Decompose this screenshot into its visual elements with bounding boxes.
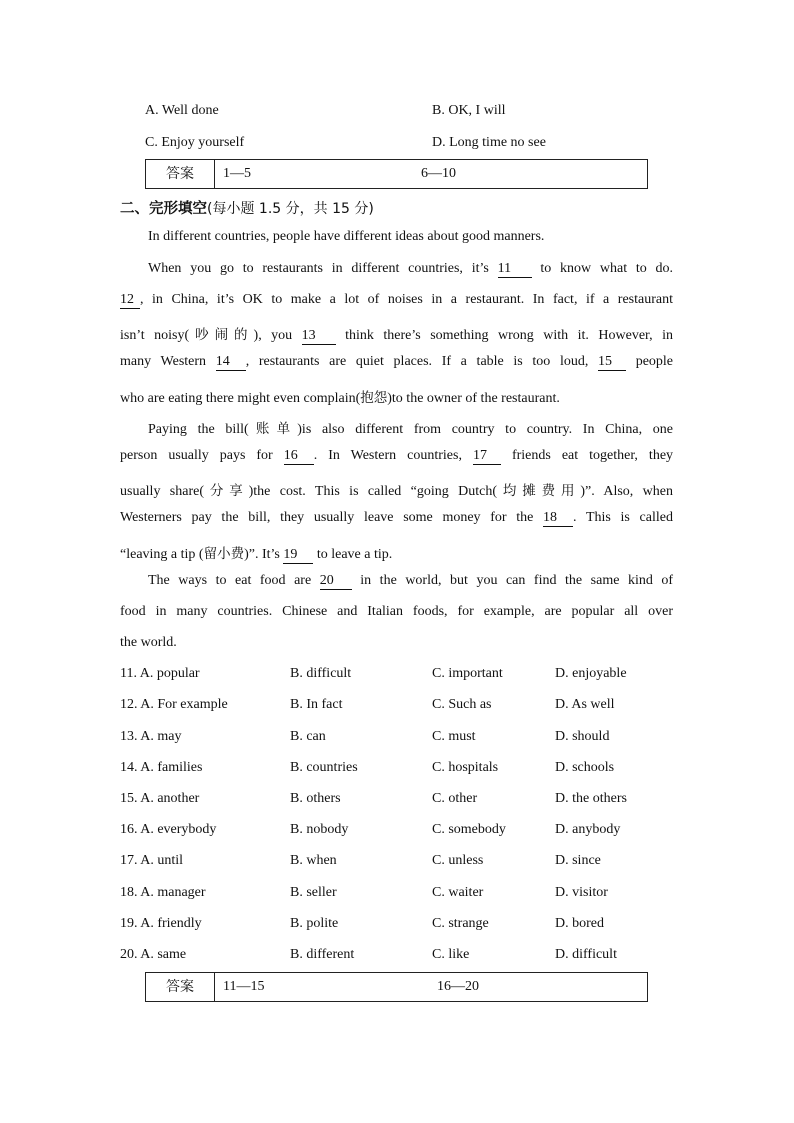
question-13-option-c: C. must: [432, 729, 476, 744]
question-14-option-a: 14. A. families: [120, 760, 203, 775]
question-18-option-b: B. seller: [290, 885, 337, 900]
question-15-option-a: 15. A. another: [120, 791, 200, 806]
blank-16: 16: [284, 448, 314, 465]
passage-line: many Western 14 , restaurants are quiet places. If a table is too loud, 15 people: [120, 354, 674, 369]
question-16-option-c: C. somebody: [432, 822, 506, 837]
question-20-option-b: B. different: [290, 947, 355, 962]
passage-line: usually share(分享)the cost. This is called “going Dutch(均摊费用)”. Also, when: [120, 483, 673, 499]
question-11-option-b: B. difficult: [290, 666, 352, 681]
passage-line: Westerners pay the bill, they usually leave some money for the 18 . This is called: [120, 510, 673, 525]
passage-line: The ways to eat food are 20 in the world, but you can find the same kind of: [148, 573, 674, 588]
option-c-enjoy-yourself: C. Enjoy yourself: [145, 135, 245, 150]
question-12-option-d: D. As well: [555, 697, 615, 712]
question-13-option-d: D. should: [555, 729, 610, 744]
blank-15: 15: [598, 354, 626, 371]
question-17-option-b: B. when: [290, 853, 337, 868]
passage-paragraph-1: In different countries, people have different ideas about good manners.: [148, 229, 545, 244]
question-18-option-a: 18. A. manager: [120, 885, 206, 900]
question-15-option-b: B. others: [290, 791, 341, 806]
answer-range-6-10: 6—10: [421, 166, 456, 181]
question-14-option-b: B. countries: [290, 760, 358, 775]
question-19-option-a: 19. A. friendly: [120, 916, 202, 931]
question-20-option-c: C. like: [432, 947, 470, 962]
answer-range-11-15: 11—15: [223, 979, 265, 994]
blank-14: 14: [216, 354, 246, 371]
passage-line: Paying the bill(账单)is also different from country to country. In China, one: [148, 421, 673, 437]
option-d-long-time-no-see: D. Long time no see: [432, 135, 546, 150]
question-16-option-d: D. anybody: [555, 822, 621, 837]
question-15-option-d: D. the others: [555, 791, 627, 806]
question-17-option-a: 17. A. until: [120, 853, 184, 868]
answer-table-1: [145, 159, 648, 189]
option-b-ok-i-will: B. OK, I will: [432, 103, 506, 118]
question-12-option-c: C. Such as: [432, 697, 492, 712]
blank-11: 11: [498, 261, 532, 278]
question-14-option-d: D. schools: [555, 760, 615, 775]
question-16-option-b: B. nobody: [290, 822, 349, 837]
blank-17: 17: [473, 448, 501, 465]
section-title: 二、完形填空: [120, 201, 207, 217]
passage-line: food in many countries. Chinese and Italian foods, for example, are popular all over: [120, 604, 673, 619]
answer-range-16-20: 16—20: [437, 979, 479, 994]
question-20-option-d: D. difficult: [555, 947, 617, 962]
blank-12: 12: [120, 292, 140, 309]
question-13-option-a: 13. A. may: [120, 729, 182, 744]
blank-19: 19: [283, 547, 313, 564]
passage-line: 12 , in China, it’s OK to make a lot of noises in a restaurant. In fact, if a restaurant: [120, 292, 673, 307]
section-subtitle: (每小题 1.5 分，共 15 分): [207, 201, 374, 217]
question-16-option-a: 16. A. everybody: [120, 822, 217, 837]
question-17-option-d: D. since: [555, 853, 601, 868]
question-18-option-d: D. visitor: [555, 885, 608, 900]
passage-line: the world.: [120, 635, 177, 650]
passage-line: isn’t noisy(吵闹的), you 13 think there’s something wrong with it. However, in: [120, 327, 674, 343]
passage-line: person usually pays for 16 . In Western countries, 17 friends eat together, they: [120, 448, 674, 463]
answer-range-1-5: 1—5: [223, 166, 251, 181]
question-18-option-c: C. waiter: [432, 885, 484, 900]
question-12-option-a: 12. A. For example: [120, 697, 228, 712]
passage-line: “leaving a tip (留小费)”. It’s 19 to leave a tip.: [120, 546, 393, 562]
blank-18: 18: [543, 510, 573, 527]
section-heading: [120, 197, 374, 218]
question-19-option-b: B. polite: [290, 916, 339, 931]
passage-line: When you go to restaurants in different countries, it’s 11 to know what to do.: [148, 261, 674, 276]
answer-label: 答案: [146, 973, 215, 1001]
question-14-option-c: C. hospitals: [432, 760, 499, 775]
question-13-option-b: B. can: [290, 729, 326, 744]
option-a-well-done: A. Well done: [145, 103, 219, 118]
question-11-option-d: D. enjoyable: [555, 666, 627, 681]
question-17-option-c: C. unless: [432, 853, 484, 868]
question-15-option-c: C. other: [432, 791, 478, 806]
passage-line: who are eating there might even complain(抱怨)to the owner of the restaurant.: [120, 390, 560, 406]
question-19-option-c: C. strange: [432, 916, 489, 931]
question-11-option-c: C. important: [432, 666, 503, 681]
blank-20: 20: [320, 573, 352, 590]
answer-label: 答案: [146, 160, 215, 188]
answer-table-2: [145, 972, 648, 1002]
question-11-option-a: 11. A. popular: [120, 666, 200, 681]
question-19-option-d: D. bored: [555, 916, 604, 931]
question-20-option-a: 20. A. same: [120, 947, 187, 962]
question-12-option-b: B. In fact: [290, 697, 343, 712]
blank-13: 13: [302, 328, 336, 345]
